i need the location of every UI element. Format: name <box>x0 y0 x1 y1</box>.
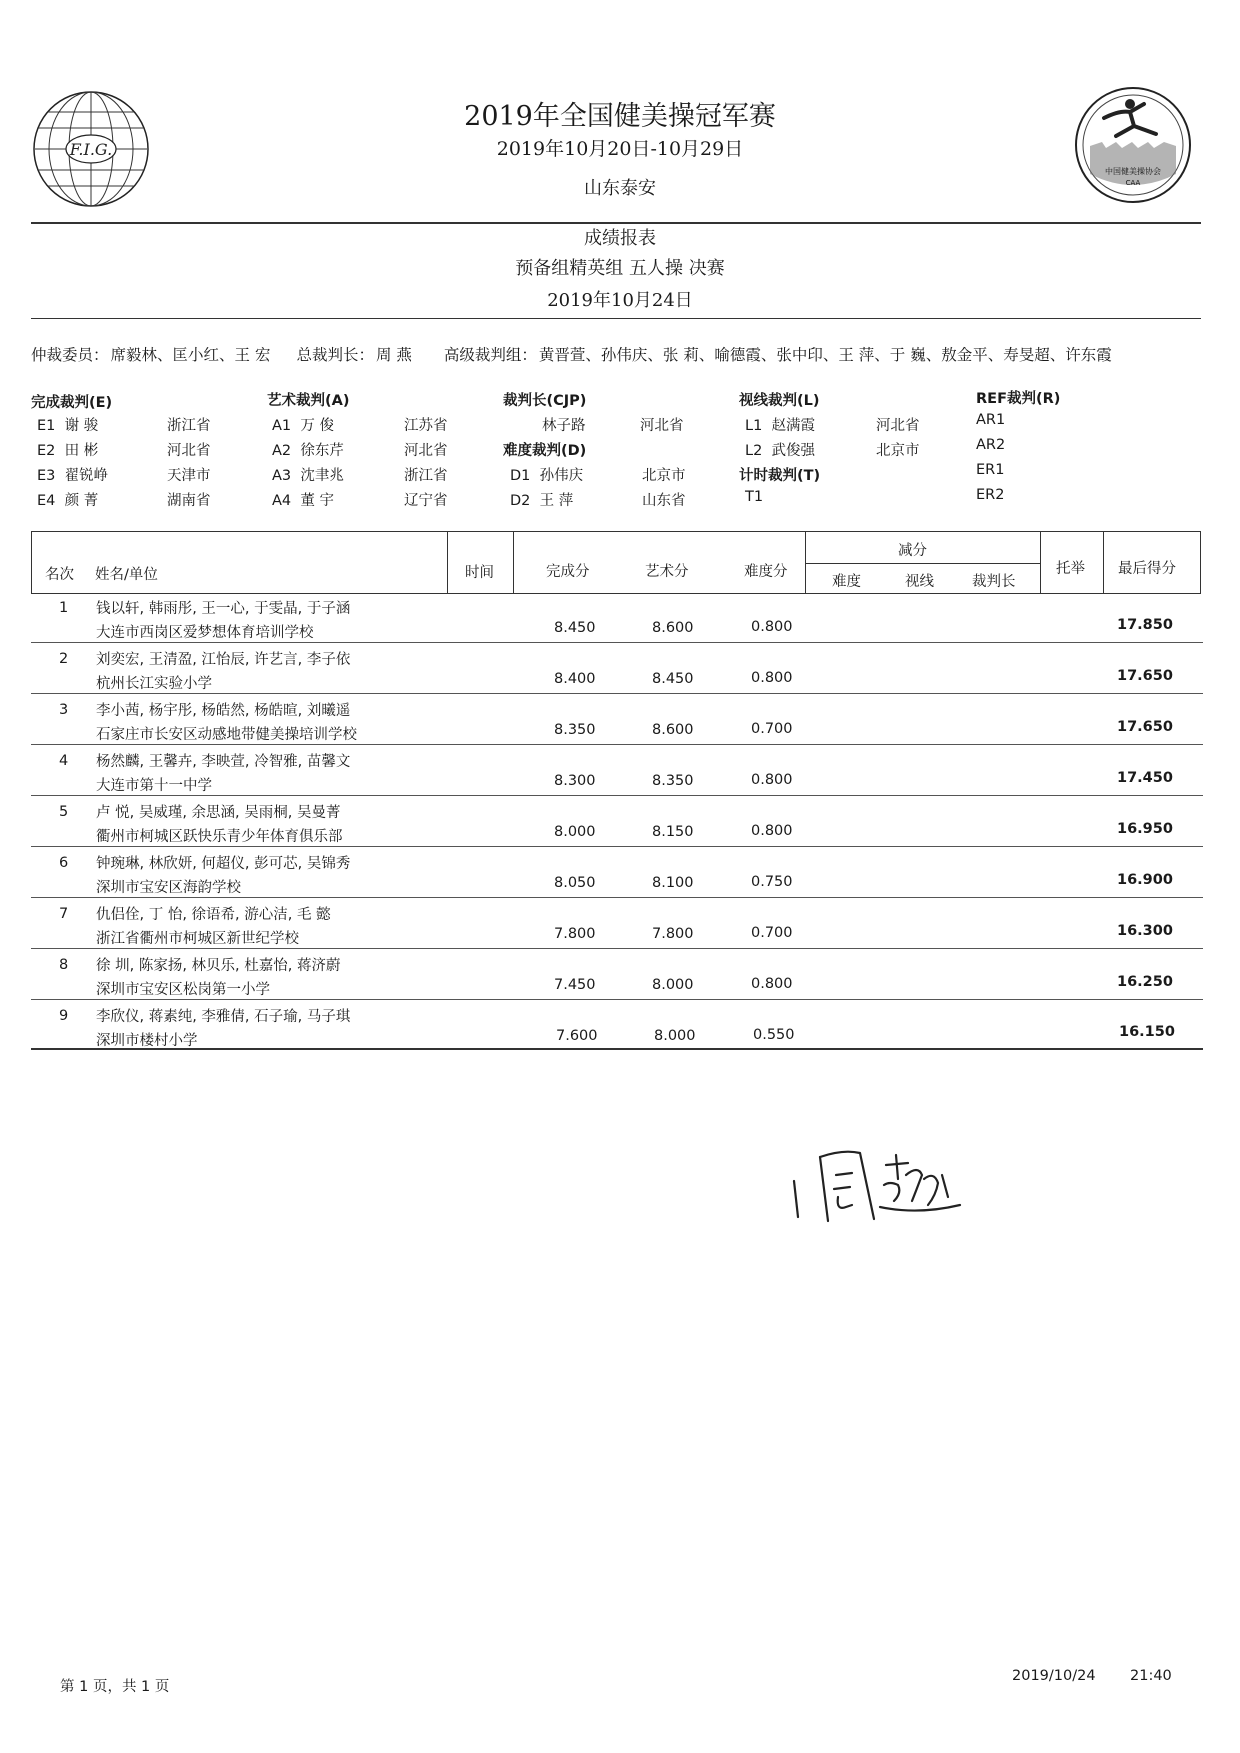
judge-d1: D1 孙伟庆 <box>510 468 584 484</box>
row-rank: 1 <box>59 600 69 616</box>
row-final: 16.250 <box>1117 974 1173 990</box>
row-divider <box>31 999 1203 1000</box>
judge-e3-province: 天津市 <box>167 468 211 484</box>
officials-line <box>31 343 1114 365</box>
senior-judges: 黄晋萱、孙伟庆、张 莉、喻德霞、张中印、王 萍、于 巍、敖金平、寿旻超、许东霞 <box>538 346 1112 364</box>
chief-referee: 周 燕 <box>375 346 412 364</box>
subheader-divider <box>31 318 1201 319</box>
header-ded-cjp: 裁判长 <box>972 574 1016 590</box>
judge-e4: E4 颜 菁 <box>37 493 99 509</box>
row-divider <box>31 642 1203 643</box>
judge-d2: D2 王 萍 <box>510 493 574 509</box>
header-sep-final <box>1103 531 1104 593</box>
row-artistic: 7.800 <box>652 926 694 942</box>
row-unit: 大连市第十一中学 <box>96 778 212 794</box>
row-execution: 7.600 <box>556 1028 598 1044</box>
header-sep-lift <box>1040 531 1041 593</box>
row-final: 16.950 <box>1117 821 1173 837</box>
header-execution: 完成分 <box>546 564 590 580</box>
row-execution: 8.350 <box>554 722 596 738</box>
ref-er2: ER2 <box>976 487 1005 503</box>
report-name: 成绩报表 <box>584 228 656 249</box>
row-artistic: 8.600 <box>652 620 694 636</box>
judge-a3: A3 沈聿兆 <box>272 468 344 484</box>
row-difficulty: 0.800 <box>751 823 793 839</box>
judge-a1-province: 江苏省 <box>404 418 448 434</box>
judge-d2-province: 山东省 <box>642 493 686 509</box>
execution-judges-title: 完成裁判(E) <box>31 395 113 411</box>
row-athletes: 钟琬琳, 林欣妍, 何超仪, 彭可芯, 吴锦秀 <box>96 856 351 872</box>
row-rank: 5 <box>59 804 69 820</box>
row-difficulty: 0.800 <box>751 976 793 992</box>
cjp-title: 裁判长(CJP) <box>503 393 587 409</box>
judge-l1-province: 河北省 <box>876 418 920 434</box>
row-unit: 浙江省衢州市柯城区新世纪学校 <box>96 931 299 947</box>
judge-a2: A2 徐东芹 <box>272 443 344 459</box>
jury-members: 席毅林、匡小红、王 宏 <box>110 346 271 364</box>
ref-judges-title: REF裁判(R) <box>976 391 1061 407</box>
row-artistic: 8.000 <box>654 1028 696 1044</box>
ref-er1: ER1 <box>976 462 1005 478</box>
row-divider <box>31 1048 1203 1050</box>
row-divider <box>31 795 1203 796</box>
row-artistic: 8.100 <box>652 875 694 891</box>
row-difficulty: 0.800 <box>751 670 793 686</box>
row-unit: 深圳市宝安区松岗第一小学 <box>96 982 270 998</box>
judge-e3: E3 翟锐峥 <box>37 468 109 484</box>
row-athletes: 卢 悦, 吴威瑾, 余思涵, 吴雨桐, 吴曼菁 <box>96 805 341 821</box>
row-rank: 6 <box>59 855 69 871</box>
print-date: 2019/10/24 <box>1012 1668 1096 1684</box>
header-sep-time <box>447 531 448 593</box>
row-athletes: 钱以轩, 韩雨彤, 王一心, 于雯晶, 于子涵 <box>96 601 351 617</box>
judge-a4: A4 董 宇 <box>272 493 334 509</box>
jury-label: 仲裁委员： <box>31 346 109 364</box>
header-artistic: 艺术分 <box>645 564 689 580</box>
print-time: 21:40 <box>1130 1668 1172 1684</box>
row-unit: 衢州市柯城区跃快乐青少年体育俱乐部 <box>96 829 343 845</box>
header-sep-e <box>513 531 514 593</box>
row-artistic: 8.600 <box>652 722 694 738</box>
row-rank: 8 <box>59 957 69 973</box>
row-unit: 深圳市宝安区海韵学校 <box>96 880 241 896</box>
judge-e1-province: 浙江省 <box>167 418 211 434</box>
header-deductions: 减分 <box>898 543 927 559</box>
judge-e1: E1 谢 骏 <box>37 418 99 434</box>
judge-l2: L2 武俊强 <box>745 443 816 459</box>
row-final: 17.450 <box>1117 770 1173 786</box>
header-sep-ded-horizontal <box>805 563 1040 564</box>
row-athletes: 徐 圳, 陈家扬, 林贝乐, 杜嘉怡, 蒋济蔚 <box>96 958 341 974</box>
row-artistic: 8.450 <box>652 671 694 687</box>
difficulty-judges-title: 难度裁判(D) <box>503 443 587 459</box>
row-difficulty: 0.700 <box>751 925 793 941</box>
judge-e2: E2 田 彬 <box>37 443 99 459</box>
row-athletes: 杨然麟, 王馨卉, 李映萱, 冷智雅, 苗馨文 <box>96 754 351 770</box>
judge-a1: A1 万 俊 <box>272 418 334 434</box>
row-divider <box>31 744 1203 745</box>
competition-venue: 山东泰安 <box>584 178 656 199</box>
header-final: 最后得分 <box>1118 561 1176 577</box>
row-final: 17.650 <box>1117 668 1173 684</box>
svg-text:CAA: CAA <box>1125 179 1141 187</box>
header-time: 时间 <box>465 565 494 581</box>
senior-judges-label: 高级裁判组： <box>443 346 537 364</box>
row-rank: 9 <box>59 1008 69 1024</box>
judge-e4-province: 湖南省 <box>167 493 211 509</box>
row-execution: 8.000 <box>554 824 596 840</box>
row-unit: 杭州长江实验小学 <box>96 676 212 692</box>
row-difficulty: 0.800 <box>751 619 793 635</box>
chief-referee-signature <box>788 1135 968 1227</box>
row-execution: 8.050 <box>554 875 596 891</box>
row-divider <box>31 693 1203 694</box>
svg-text:中国健美操协会: 中国健美操协会 <box>1105 167 1161 176</box>
row-execution: 8.300 <box>554 773 596 789</box>
row-execution: 7.800 <box>554 926 596 942</box>
judge-l1: L1 赵满霞 <box>745 418 816 434</box>
row-athletes: 刘奕宏, 王清盈, 江怡辰, 许艺言, 李子依 <box>96 652 351 668</box>
row-unit: 深圳市楼村小学 <box>96 1033 198 1049</box>
row-athletes: 李欣仪, 蒋素纯, 李雅倩, 石子瑜, 马子琪 <box>96 1009 351 1025</box>
judge-e2-province: 河北省 <box>167 443 211 459</box>
header-difficulty: 难度分 <box>744 564 788 580</box>
cjp-province: 河北省 <box>640 418 684 434</box>
time-judge-title: 计时裁判(T) <box>739 468 821 484</box>
artistic-judges-title: 艺术裁判(A) <box>267 393 350 409</box>
svg-text:周燕: 周燕 <box>788 1135 790 1136</box>
row-difficulty: 0.550 <box>753 1027 795 1043</box>
header-ded-difficulty: 难度 <box>832 574 861 590</box>
competition-title: 2019年全国健美操冠军赛 <box>464 101 776 132</box>
row-difficulty: 0.800 <box>751 772 793 788</box>
row-divider <box>31 948 1203 949</box>
judge-a2-province: 河北省 <box>404 443 448 459</box>
svg-text:F.I.G.: F.I.G. <box>69 140 113 159</box>
row-unit: 石家庄市长安区动感地带健美操培训学校 <box>96 727 357 743</box>
ref-ar1: AR1 <box>976 412 1006 428</box>
judge-d1-province: 北京市 <box>642 468 686 484</box>
judge-a4-province: 辽宁省 <box>404 493 448 509</box>
cjp-name: 林子路 <box>542 418 586 434</box>
header-name: 姓名/单位 <box>95 567 158 583</box>
row-rank: 3 <box>59 702 69 718</box>
line-judges-title: 视线裁判(L) <box>739 393 820 409</box>
row-final: 17.850 <box>1117 617 1173 633</box>
row-artistic: 8.000 <box>652 977 694 993</box>
header-sep-ded <box>805 531 806 593</box>
judge-l2-province: 北京市 <box>876 443 920 459</box>
row-artistic: 8.350 <box>652 773 694 789</box>
row-execution: 8.400 <box>554 671 596 687</box>
chief-referee-label: 总裁判长： <box>296 346 374 364</box>
row-execution: 7.450 <box>554 977 596 993</box>
row-final: 16.150 <box>1119 1024 1175 1040</box>
page-number: 第 1 页，共 1 页 <box>60 1679 170 1695</box>
row-divider <box>31 846 1203 847</box>
row-final: 16.900 <box>1117 872 1173 888</box>
row-final: 17.650 <box>1117 719 1173 735</box>
competition-dates: 2019年10月20日-10月29日 <box>496 138 744 160</box>
row-rank: 4 <box>59 753 69 769</box>
row-athletes: 仇侣佺, 丁 怡, 徐语希, 游心洁, 毛 懿 <box>96 907 331 923</box>
row-divider <box>31 897 1203 898</box>
row-difficulty: 0.700 <box>751 721 793 737</box>
header-rank: 名次 <box>45 567 74 583</box>
report-category: 预备组精英组 五人操 决赛 <box>515 258 725 279</box>
row-execution: 8.450 <box>554 620 596 636</box>
row-athletes: 李小茜, 杨宇彤, 杨皓然, 杨皓暄, 刘曦遥 <box>96 703 351 719</box>
judge-t1: T1 <box>745 489 764 505</box>
row-rank: 7 <box>59 906 69 922</box>
header-lift: 托举 <box>1056 561 1085 577</box>
row-artistic: 8.150 <box>652 824 694 840</box>
row-unit: 大连市西岗区爱梦想体育培训学校 <box>96 625 314 641</box>
header-ded-line: 视线 <box>905 574 934 590</box>
row-final: 16.300 <box>1117 923 1173 939</box>
judge-a3-province: 浙江省 <box>404 468 448 484</box>
ref-ar2: AR2 <box>976 437 1006 453</box>
report-date: 2019年10月24日 <box>547 290 693 311</box>
row-rank: 2 <box>59 651 69 667</box>
row-difficulty: 0.750 <box>751 874 793 890</box>
